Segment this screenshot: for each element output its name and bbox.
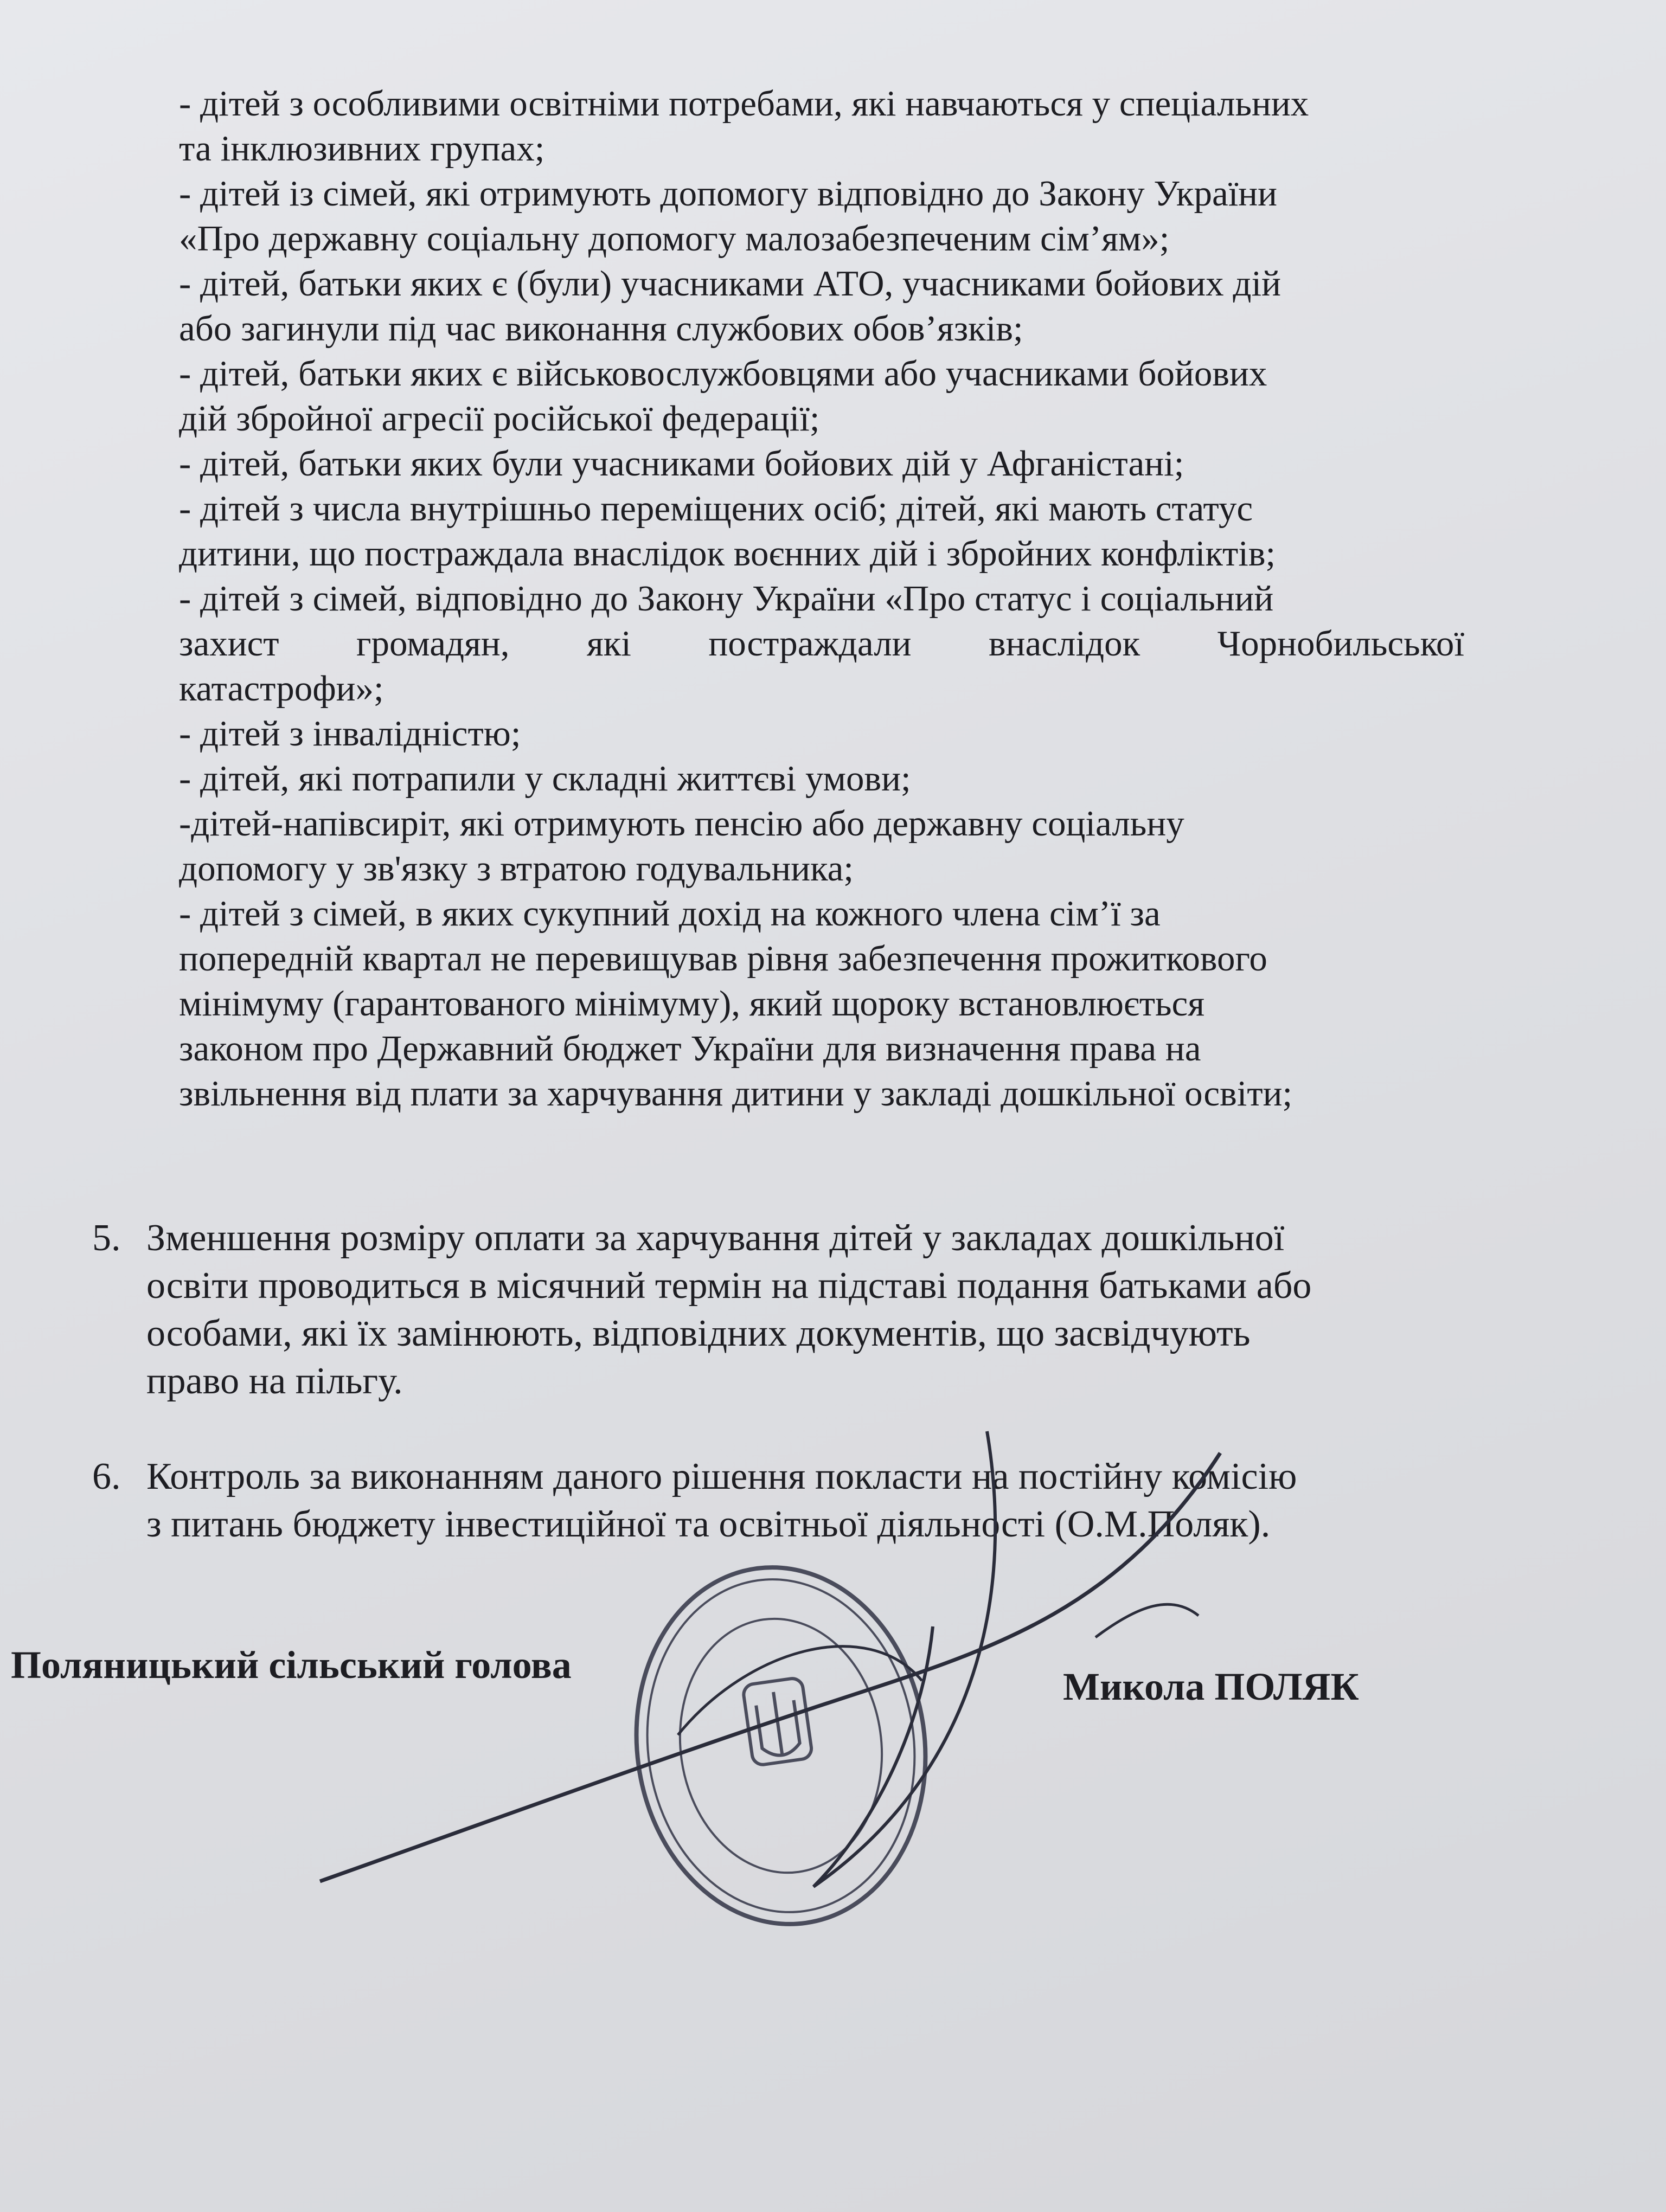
list-line: дитини, що постраждала внаслідок воєнних дій і збройних конфліктів; bbox=[179, 533, 1276, 574]
item-6 bbox=[92, 1453, 1491, 1548]
list-line: - дітей з числа внутрішньо переміщених осіб; дітей, які мають статус bbox=[179, 488, 1253, 529]
list-line: - дітей, які потрапили у складні життєві умови; bbox=[179, 758, 911, 799]
list-line: - дітей із сімей, які отримують допомогу відповідно до Закону України bbox=[179, 173, 1278, 214]
list-line: дій збройної агресії російської федерації; bbox=[179, 398, 820, 439]
list-line: - дітей з особливими освітніми потребами, які навчаються у спеціальних bbox=[179, 83, 1309, 124]
item-number: 5. bbox=[92, 1217, 121, 1259]
item-line: особами, які їх замінюють, відповідних документів, що засвідчують bbox=[146, 1313, 1251, 1354]
list-line: або загинули під час виконання службових обов’язків; bbox=[179, 308, 1023, 349]
list-line: -дітей-напівсиріт, які отримують пенсію або державну соціальну bbox=[179, 803, 1184, 844]
item-line: освіти проводиться в місячний термін на підставі подання батьками або bbox=[146, 1265, 1312, 1307]
list-line: захист громадян, які постраждали внаслідок Чорнобильської bbox=[179, 623, 1464, 664]
list-line: - дітей, батьки яких є військовослужбовцями або учасниками бойових bbox=[179, 353, 1267, 394]
benefit-list bbox=[179, 81, 1464, 1116]
item-5 bbox=[92, 1214, 1491, 1405]
list-line: - дітей з інвалідністю; bbox=[179, 713, 521, 754]
list-line: та інклюзивних групах; bbox=[179, 128, 545, 169]
list-line: допомогу у зв'язку з втратою годувальника; bbox=[179, 848, 854, 889]
signatory-name: Микола ПОЛЯК bbox=[1063, 1665, 1359, 1708]
item-line: з питань бюджету інвестиційної та освітньої діяльності (О.М.Поляк). bbox=[146, 1503, 1271, 1545]
list-line: - дітей з сімей, відповідно до Закону України «Про статус і соціальний bbox=[179, 578, 1274, 619]
item-number: 6. bbox=[92, 1456, 121, 1497]
list-line: катастрофи»; bbox=[179, 668, 384, 709]
list-line: «Про державну соціальну допомогу малозабезпеченим сім’ям»; bbox=[179, 218, 1170, 259]
list-line: - дітей, батьки яких є (були) учасниками АТО, учасниками бойових дій bbox=[179, 263, 1281, 304]
list-line: законом про Державний бюджет України для визначення права на bbox=[179, 1028, 1201, 1069]
list-line: мінімуму (гарантованого мінімуму), який щороку встановлюється bbox=[179, 983, 1205, 1024]
item-line: право на пільгу. bbox=[146, 1360, 403, 1402]
item-line: Зменшення розміру оплати за харчування дітей у закладах дошкільної bbox=[146, 1217, 1285, 1259]
list-line: - дітей, батьки яких були учасниками бойових дій у Афганістані; bbox=[179, 443, 1184, 484]
list-line: звільнення від плати за харчування дитини у закладі дошкільної освіти; bbox=[179, 1073, 1293, 1114]
list-line: - дітей з сімей, в яких сукупний дохід на кожного члена сім’ї за bbox=[179, 893, 1161, 934]
item-line: Контроль за виконанням даного рішення покласти на постійну комісію bbox=[146, 1456, 1297, 1497]
official-stamp bbox=[613, 1540, 949, 1952]
list-line: попередній квартал не перевищував рівня забезпечення прожиткового bbox=[179, 938, 1267, 979]
signatory-title: Поляницький сільський голова bbox=[11, 1643, 572, 1687]
